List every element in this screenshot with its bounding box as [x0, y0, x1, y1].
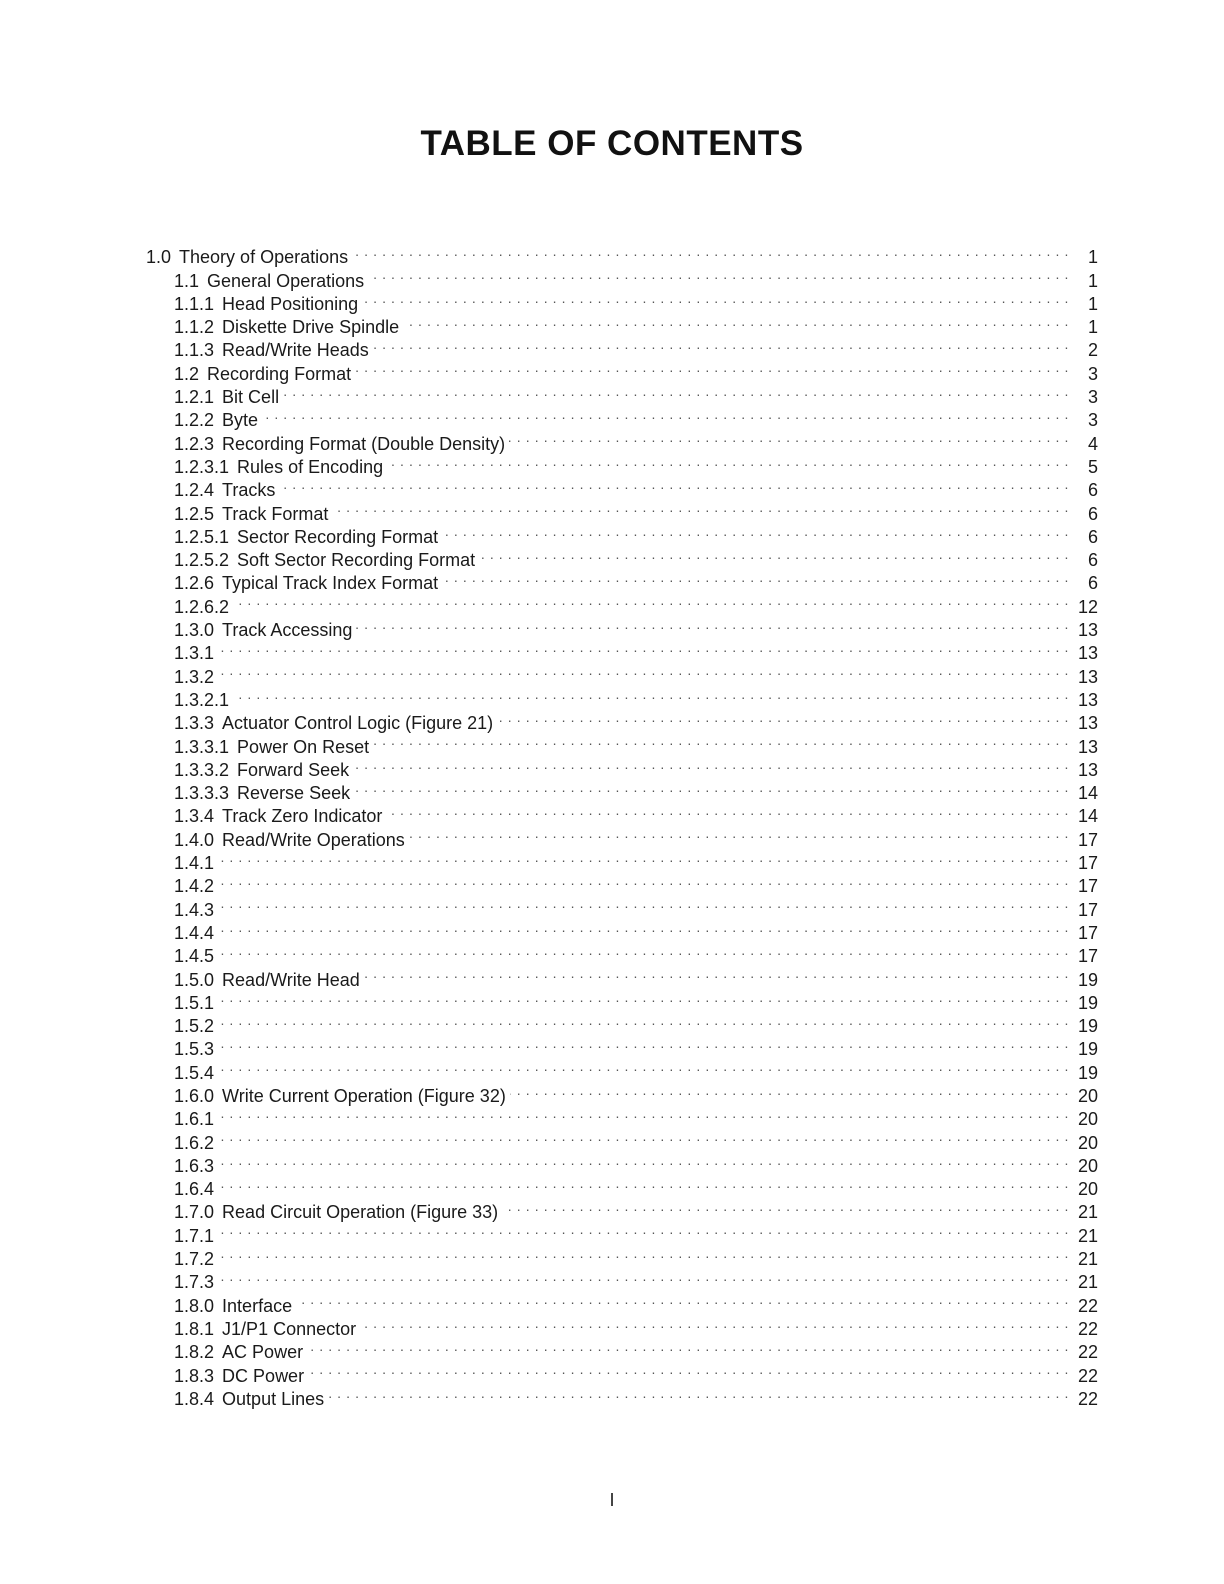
- toc-section-number: 1.4.5: [174, 946, 215, 967]
- toc-section-number: 1.3.1: [174, 643, 215, 664]
- dot-leader: [368, 263, 1069, 286]
- toc-page-number: 14: [1077, 783, 1098, 804]
- dot-leader: [218, 986, 1069, 1009]
- dot-leader: [218, 659, 1069, 682]
- toc-page-number: 20: [1077, 1155, 1098, 1176]
- dot-leader: [352, 240, 1069, 263]
- toc-entry: [140, 846, 1098, 874]
- dot-leader: [283, 380, 1069, 403]
- dot-leader: [497, 706, 1069, 729]
- toc-section-number: 1.8.3: [174, 1365, 215, 1386]
- toc-section-number: 1.2.6.2: [174, 596, 230, 617]
- toc-page-number: 13: [1077, 713, 1098, 734]
- dot-leader: [218, 892, 1069, 915]
- toc-page-number: 17: [1077, 899, 1098, 920]
- page-title: TABLE OF CONTENTS: [420, 124, 804, 163]
- dot-leader: [307, 1335, 1069, 1358]
- toc-page-number: 13: [1077, 736, 1098, 757]
- toc-section-number: 1.3.3.2: [174, 759, 230, 780]
- toc-page-number: 19: [1077, 969, 1098, 990]
- dot-leader: [218, 1218, 1069, 1241]
- toc-section-title: Track Accessing: [222, 620, 353, 641]
- dot-leader: [218, 1055, 1069, 1078]
- toc-section-title: Theory of Operations: [179, 247, 349, 268]
- toc-section-number: 1.3.2.1: [174, 689, 230, 710]
- toc-section-title: Track Zero Indicator: [222, 806, 383, 827]
- toc-page-number: 13: [1077, 643, 1098, 664]
- dot-leader: [233, 683, 1069, 706]
- toc-section-title: Read Circuit Operation (Figure 33): [222, 1202, 499, 1223]
- toc-section-number: 1.6.0: [174, 1085, 215, 1106]
- dot-leader: [218, 1149, 1069, 1172]
- toc-page-number: 21: [1077, 1225, 1098, 1246]
- toc-section-number: 1.7.1: [174, 1225, 215, 1246]
- toc-section-title: Interface: [222, 1295, 293, 1316]
- toc-section-title: Track Format: [222, 503, 329, 524]
- toc-section-title: Sector Recording Format: [237, 526, 439, 547]
- dot-leader: [218, 1009, 1069, 1032]
- toc-page-number: 6: [1087, 573, 1098, 594]
- toc-page-number: 13: [1077, 759, 1098, 780]
- toc-entry: [140, 1149, 1098, 1176]
- dot-leader: [218, 846, 1069, 869]
- toc-entry: [140, 1265, 1098, 1293]
- toc-page-number: 22: [1077, 1365, 1098, 1386]
- toc-page-number: 17: [1077, 922, 1098, 943]
- dot-leader: [328, 1382, 1069, 1405]
- toc-page-number: 21: [1077, 1249, 1098, 1270]
- toc-section-title: Read/Write Operations: [222, 829, 405, 850]
- toc-page-number: 6: [1087, 503, 1098, 524]
- toc-section-title: DC Power: [222, 1365, 305, 1386]
- dot-leader: [218, 939, 1069, 962]
- toc-entry: [140, 1195, 1098, 1223]
- toc-page-number: 17: [1077, 829, 1098, 850]
- toc-section-title: Head Positioning: [222, 293, 359, 314]
- toc-page-number: 17: [1077, 876, 1098, 897]
- dot-leader: [262, 403, 1069, 426]
- toc-entry: [140, 962, 1098, 990]
- toc-section-number: 1.8.0: [174, 1295, 215, 1316]
- dot-leader: [296, 1288, 1069, 1311]
- toc-page-number: 22: [1077, 1318, 1098, 1339]
- toc-section-number: 1.8.1: [174, 1318, 215, 1339]
- toc-section-number: 1.2.2: [174, 410, 215, 431]
- toc-section-title: Read/Write Heads: [222, 340, 369, 361]
- toc-section-number: 1.2.4: [174, 480, 215, 501]
- toc-section-title: Typical Track Index Format: [222, 573, 439, 594]
- toc-section-number: 1.1.3: [174, 340, 215, 361]
- dot-leader: [218, 1172, 1069, 1195]
- toc-section-number: 1.8.2: [174, 1342, 215, 1363]
- dot-leader: [509, 426, 1069, 449]
- toc-section-number: 1.3.3: [174, 713, 215, 734]
- toc-entry: [140, 892, 1098, 920]
- dot-leader: [373, 729, 1069, 752]
- dot-leader: [218, 869, 1069, 892]
- dot-leader: [353, 753, 1069, 776]
- toc-section-title: Soft Sector Recording Format: [237, 550, 476, 571]
- dot-leader: [442, 566, 1069, 589]
- toc-section-number: 1.6.2: [174, 1132, 215, 1153]
- dot-leader: [218, 916, 1069, 939]
- toc-entry: [140, 426, 1098, 454]
- toc-page-number: 6: [1087, 526, 1098, 547]
- dot-leader: [356, 613, 1069, 636]
- toc-page-number: 17: [1077, 946, 1098, 967]
- toc-section-number: 1.7.2: [174, 1249, 215, 1270]
- toc-section-title: Actuator Control Logic (Figure 21): [222, 713, 494, 734]
- toc-section-number: 1.8.4: [174, 1388, 215, 1409]
- toc-section-number: 1.6.4: [174, 1179, 215, 1200]
- toc-section-number: 1.5.1: [174, 992, 215, 1013]
- toc-page-number: 13: [1077, 689, 1098, 710]
- toc-entry: [140, 1125, 1098, 1153]
- toc-page-number: 21: [1077, 1202, 1098, 1223]
- toc-page-number: 14: [1077, 806, 1098, 827]
- toc-page-number: 5: [1087, 456, 1098, 477]
- toc-page-number: 13: [1077, 620, 1098, 641]
- toc-page-number: 19: [1077, 1039, 1098, 1060]
- toc-section-title: Forward Seek: [237, 759, 350, 780]
- toc-section-title: Output Lines: [222, 1388, 325, 1409]
- toc-section-number: 1.4.3: [174, 899, 215, 920]
- toc-page-number: 4: [1087, 433, 1098, 454]
- toc-entry: [140, 1079, 1098, 1106]
- toc-section-title: Bit Cell: [222, 387, 280, 408]
- toc-entry: [140, 1055, 1098, 1083]
- toc-section-number: 1.5.0: [174, 969, 215, 990]
- toc-entry: [140, 1288, 1098, 1316]
- toc-section-number: 1.6.1: [174, 1109, 215, 1130]
- dot-leader: [386, 799, 1069, 822]
- toc-entry: [140, 706, 1098, 734]
- toc-section-number: 1.2.5: [174, 503, 215, 524]
- toc-entry: [140, 636, 1098, 664]
- toc-entry: [140, 1218, 1098, 1246]
- toc-page-number: 1: [1087, 247, 1098, 268]
- toc-page-number: 22: [1077, 1342, 1098, 1363]
- toc-entry: [140, 403, 1098, 431]
- toc-section-title: Rules of Encoding: [237, 456, 384, 477]
- toc-entry: [140, 1102, 1098, 1130]
- toc-section-number: 1.2: [174, 363, 200, 384]
- toc-section-number: 1.3.2: [174, 666, 215, 687]
- dot-leader: [218, 1242, 1069, 1265]
- toc-section-number: 1.7.0: [174, 1202, 215, 1223]
- toc-section-number: 1.4.4: [174, 922, 215, 943]
- toc-page-number: 20: [1077, 1085, 1098, 1106]
- toc-page-number: 19: [1077, 992, 1098, 1013]
- toc-section-title: Recording Format: [207, 363, 352, 384]
- toc-section-title: AC Power: [222, 1342, 304, 1363]
- toc-section-number: 1.4.1: [174, 853, 215, 874]
- toc-page-number: 12: [1077, 596, 1098, 617]
- toc-section-number: 1.3.3.3: [174, 783, 230, 804]
- dot-leader: [218, 1125, 1069, 1148]
- toc-entry: [140, 1009, 1098, 1037]
- toc-entry: [140, 659, 1098, 687]
- toc-section-number: 1.4.2: [174, 876, 215, 897]
- toc-page-number: 3: [1087, 363, 1098, 384]
- toc-page-number: 6: [1087, 550, 1098, 571]
- toc-page-number: 1: [1087, 270, 1098, 291]
- toc-entry: [140, 1172, 1098, 1200]
- toc-page-number: 1: [1087, 293, 1098, 314]
- toc-entry: [140, 589, 1098, 617]
- toc-section-number: 1.2.5.1: [174, 526, 230, 547]
- toc-entry: [140, 473, 1098, 501]
- toc-section-number: 1.2.3: [174, 433, 215, 454]
- toc-section-number: 1.3.4: [174, 806, 215, 827]
- toc-section-number: 1.7.3: [174, 1272, 215, 1293]
- dot-leader: [218, 1032, 1069, 1055]
- toc-section-title: Read/Write Head: [222, 969, 360, 990]
- toc-entry: [140, 613, 1098, 641]
- toc-section-title: Write Current Operation (Figure 32): [222, 1085, 506, 1106]
- toc-entry: [140, 240, 1098, 268]
- dot-leader: [218, 1265, 1069, 1288]
- toc-section-title: General Operations: [207, 270, 365, 291]
- toc-section-number: 1.2.1: [174, 387, 215, 408]
- dot-leader: [362, 287, 1069, 310]
- dot-leader: [502, 1195, 1069, 1218]
- toc-section-number: 1.1: [174, 270, 200, 291]
- toc-section-number: 1.2.3.1: [174, 456, 230, 477]
- dot-leader: [510, 1079, 1069, 1102]
- toc-section-title: Diskette Drive Spindle: [222, 317, 400, 338]
- dot-leader: [373, 333, 1069, 356]
- dot-leader: [218, 1102, 1069, 1125]
- toc-section-number: 1.6.3: [174, 1155, 215, 1176]
- toc-section-title: Byte: [222, 410, 259, 431]
- toc-entry: [140, 496, 1098, 524]
- toc-entry: [140, 916, 1098, 943]
- dot-leader: [479, 543, 1069, 566]
- toc-section-number: 1.5.3: [174, 1039, 215, 1060]
- toc-section-number: 1.0: [146, 247, 172, 268]
- toc-entry: [140, 380, 1098, 408]
- toc-entry: [140, 869, 1098, 897]
- toc-page-number: 13: [1077, 666, 1098, 687]
- toc-entry: [140, 1242, 1098, 1270]
- toc-section-number: 1.2.6: [174, 573, 215, 594]
- toc-section-number: 1.3.3.1: [174, 736, 230, 757]
- toc-section-number: 1.1.2: [174, 317, 215, 338]
- dot-leader: [442, 520, 1069, 543]
- dot-leader: [354, 776, 1069, 799]
- toc-section-title: Reverse Seek: [237, 783, 351, 804]
- dot-leader: [409, 822, 1069, 845]
- toc-section-title: Recording Format (Double Density): [222, 433, 506, 454]
- toc-page-number: 21: [1077, 1272, 1098, 1293]
- dot-leader: [364, 962, 1069, 985]
- toc-page-number: 20: [1077, 1132, 1098, 1153]
- toc-section-number: 1.5.4: [174, 1062, 215, 1083]
- dot-leader: [233, 589, 1069, 612]
- dot-leader: [332, 496, 1069, 519]
- toc-entry: [140, 939, 1098, 967]
- toc-section-title: Power On Reset: [237, 736, 370, 757]
- toc-page-number: 2: [1087, 340, 1098, 361]
- toc-page-number: 17: [1077, 853, 1098, 874]
- toc-section-title: J1/P1 Connector: [222, 1318, 357, 1339]
- toc-page-number: 22: [1077, 1388, 1098, 1409]
- toc-entry: [140, 1032, 1098, 1060]
- toc-section-title: Tracks: [222, 480, 276, 501]
- toc-page-number: 20: [1077, 1179, 1098, 1200]
- toc-page-number: 19: [1077, 1062, 1098, 1083]
- toc-page-number: 19: [1077, 1016, 1098, 1037]
- table-of-contents: [140, 240, 1098, 1409]
- dot-leader: [308, 1358, 1069, 1381]
- toc-entry: [140, 986, 1098, 1013]
- toc-section-number: 1.4.0: [174, 829, 215, 850]
- dot-leader: [279, 473, 1069, 496]
- toc-section-number: 1.5.2: [174, 1016, 215, 1037]
- dot-leader: [387, 450, 1069, 473]
- toc-page-number: 20: [1077, 1109, 1098, 1130]
- toc-entry: [140, 683, 1098, 710]
- toc-page-number: 3: [1087, 410, 1098, 431]
- toc-section-number: 1.2.5.2: [174, 550, 230, 571]
- dot-leader: [360, 1312, 1069, 1335]
- toc-page-number: 3: [1087, 387, 1098, 408]
- page-number: I: [609, 1490, 615, 1510]
- toc-section-number: 1.3.0: [174, 620, 215, 641]
- toc-page-number: 1: [1087, 317, 1098, 338]
- dot-leader: [218, 636, 1069, 659]
- toc-section-number: 1.1.1: [174, 293, 215, 314]
- dot-leader: [355, 356, 1069, 379]
- dot-leader: [403, 310, 1069, 333]
- toc-page-number: 6: [1087, 480, 1098, 501]
- toc-page-number: 22: [1077, 1295, 1098, 1316]
